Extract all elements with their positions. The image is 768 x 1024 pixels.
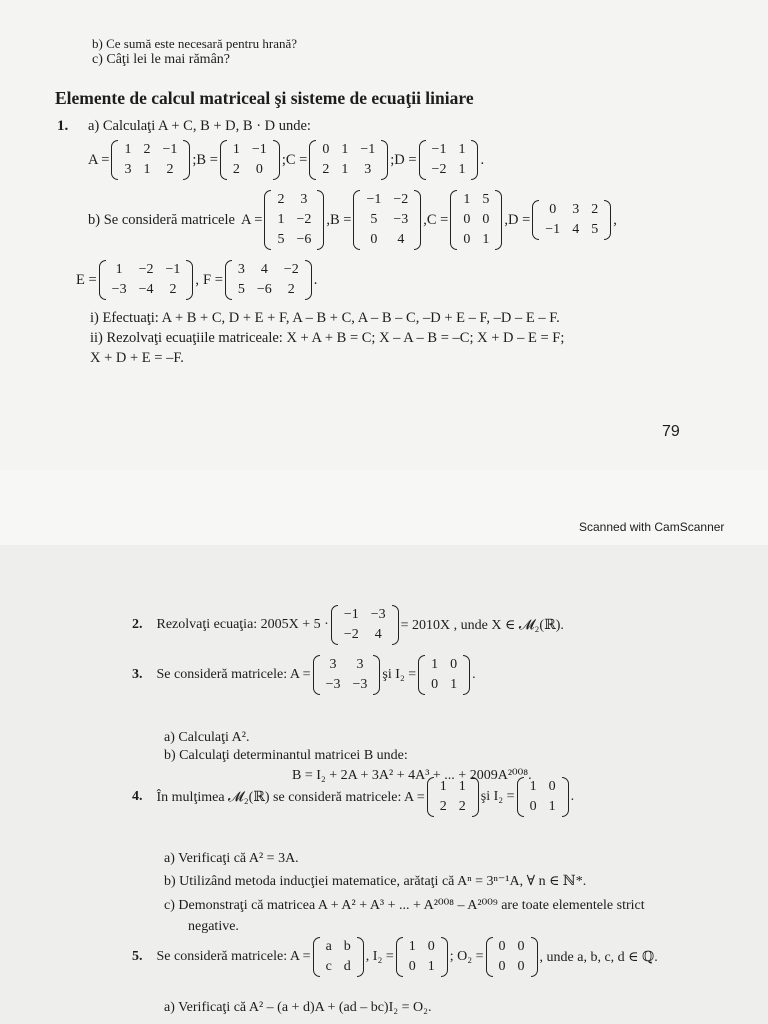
matrix-cell: 0 — [431, 677, 439, 692]
separator: , — [195, 271, 200, 288]
matrix-row — [338, 605, 392, 625]
exercise-4-matrix-I — [517, 777, 569, 817]
matrix-cell: c — [325, 959, 332, 974]
matrix-cell: 0 — [322, 142, 330, 157]
matrix-cell: 0 — [255, 162, 263, 177]
matrix-cell: 0 — [408, 959, 416, 974]
matrix-cell: 2 — [458, 799, 466, 814]
exercise-2-rhs: = 2010X , unde X ∈ 𝓜₂(ℝ). — [400, 617, 564, 633]
question-b: b) Ce sumă este necesară pentru hrană? — [92, 36, 298, 51]
matrix-cell: 0 — [370, 232, 378, 247]
matrix-cell: 0 — [463, 212, 471, 227]
matrix-cell: 1 — [458, 779, 466, 794]
exercise-2-text: Rezolvaţi ecuaţia: 2005X + 5 · — [156, 617, 329, 632]
label-B: B = — [196, 151, 218, 168]
label-A: A = — [88, 151, 110, 168]
matrix-cell: −1 — [251, 142, 267, 157]
exercise-5-text: Se consideră matricele: A = — [156, 949, 311, 964]
matrix-row — [524, 797, 562, 817]
matrix-E — [99, 260, 194, 300]
matrix-row — [403, 957, 441, 977]
matrix-cell: 3 — [364, 162, 372, 177]
exercise-1a-text: a) Calculaţi A + C, B + D, B · D unde: — [88, 118, 311, 134]
matrix-B-a — [220, 140, 280, 180]
matrix-C-a — [309, 140, 388, 180]
matrix-cell: 1 — [143, 162, 151, 177]
exercise-1b-i: i) Efectuaţi: A + B + C, D + E + F, A – B + C, A – B – C, –D + E – F, –D – E – F. — [90, 310, 560, 326]
matrix-row — [403, 937, 441, 957]
matrix-row — [425, 655, 463, 675]
matrix-cell: 0 — [498, 939, 506, 954]
matrix-cell: −4 — [138, 282, 154, 297]
matrix-cell: a — [325, 939, 332, 954]
matrix-cell: 2 — [232, 162, 240, 177]
matrix-row — [106, 280, 187, 300]
matrix-cell: 3 — [356, 657, 364, 672]
matrix-cell: 1 — [482, 232, 490, 247]
matrix-cell: 5 — [277, 232, 285, 247]
separator: , — [504, 211, 508, 228]
label-F: F = — [203, 271, 223, 288]
matrix-row — [271, 210, 317, 230]
matrix-B-b — [353, 190, 421, 250]
matrix-cell: 0 — [482, 212, 490, 227]
matrix-row — [106, 260, 187, 280]
matrix-cell: −3 — [370, 607, 386, 622]
matrix-cell: d — [343, 959, 351, 974]
matrix-cell: 4 — [260, 262, 268, 277]
exercise-5-number: 5. — [132, 949, 143, 964]
matrix-cell: 0 — [517, 959, 525, 974]
matrix-cell: −1 — [360, 142, 376, 157]
matrix-cell: −2 — [296, 212, 312, 227]
separator: ; — [390, 151, 395, 168]
matrix-A-a — [111, 140, 190, 180]
matrix-cell: 1 — [458, 142, 466, 157]
matrix-cell: 2 — [166, 162, 174, 177]
matrix-row — [493, 937, 531, 957]
exercise-1b-ii-cont: X + D + E = –F. — [90, 350, 184, 366]
matrix-F — [225, 260, 312, 300]
matrix-cell: −6 — [256, 282, 272, 297]
page-80 — [0, 545, 768, 1024]
exercise-1b-text: b) Se consideră matricele — [88, 211, 235, 228]
matrix-cell: −6 — [296, 232, 312, 247]
exercise-4-matrix-A — [427, 777, 479, 817]
exercise-3-and: şi I₂ = — [382, 667, 417, 682]
matrix-cell: 1 — [341, 142, 349, 157]
matrix-row — [316, 160, 381, 180]
label-C: C = — [285, 151, 308, 168]
matrix-cell: 5 — [591, 222, 599, 237]
label-C: C = — [426, 211, 449, 228]
matrix-cell: 2 — [287, 282, 295, 297]
matrix-row — [227, 160, 273, 180]
exercise-4c: c) Demonstraţi că matricea A + A² + A³ + ... + A²⁰⁰⁸ – A²⁰⁰⁹ are toate elementele strict — [164, 898, 645, 913]
matrix-cell: 2 — [143, 142, 151, 157]
matrix-row — [271, 230, 317, 250]
label-E: E = — [76, 271, 97, 288]
exercise-3-text: Se consideră matricele: A = — [156, 667, 311, 682]
matrix-cell: 1 — [431, 657, 439, 672]
matrix-cell: 0 — [517, 939, 525, 954]
exercise-5-O-label: ; O₂ = — [449, 949, 484, 964]
exercise-4c-cont: negative. — [188, 919, 239, 934]
matrix-cell: −1 — [343, 607, 359, 622]
matrix-row — [232, 260, 305, 280]
separator: ; — [281, 151, 286, 168]
matrix-cell: −2 — [431, 162, 447, 177]
end-dot: . — [313, 271, 318, 288]
exercise-3b-formula: B = I₂ + 2A + 3A² + 4A³ + ... + 2009A²⁰⁰⁸. — [292, 768, 532, 783]
end-dot: . — [570, 789, 575, 804]
matrix-cell: −1 — [545, 222, 561, 237]
matrix-cell: 2 — [322, 162, 330, 177]
matrix-row — [271, 190, 317, 210]
matrix-cell: 1 — [232, 142, 240, 157]
matrix-cell: 1 — [124, 142, 132, 157]
matrix-cell: −2 — [283, 262, 299, 277]
matrix-cell: 2 — [169, 282, 177, 297]
matrix-row — [539, 220, 604, 240]
matrix-row — [426, 160, 472, 180]
matrix-row — [118, 140, 183, 160]
exercise-5-matrix-A — [313, 937, 364, 977]
exercise-5a: a) Verificaţi că A² – (a + d)A + (ad – bc)I₂ = O₂. — [164, 1000, 432, 1015]
exercise-3-matrix-I — [418, 655, 470, 695]
matrix-cell: 1 — [450, 677, 458, 692]
matrix-cell: 3 — [300, 192, 308, 207]
exercise-4-number: 4. — [132, 789, 143, 804]
matrix-cell: 4 — [572, 222, 580, 237]
matrix-cell: −1 — [162, 142, 178, 157]
matrix-cell: 1 — [529, 779, 537, 794]
matrix-row — [360, 190, 414, 210]
matrix-row — [360, 210, 414, 230]
separator: ; — [192, 151, 197, 168]
matrix-cell: −3 — [111, 282, 127, 297]
matrix-C-b — [450, 190, 502, 250]
exercise-3-matrix-A — [313, 655, 381, 695]
matrix-cell: 3 — [237, 262, 245, 277]
matrix-cell: 0 — [498, 959, 506, 974]
matrix-row — [434, 797, 472, 817]
matrix-row — [524, 777, 562, 797]
matrix-cell: −2 — [393, 192, 409, 207]
exercise-4b: b) Utilizând metoda inducţiei matematice, arătaţi că Aⁿ = 3ⁿ⁻¹A, ∀ n ∈ ℕ*. — [164, 874, 587, 889]
exercise-5-I-label: , I₂ = — [365, 949, 394, 964]
exercise-5-matrix-I — [396, 937, 448, 977]
matrix-cell: 4 — [374, 627, 382, 642]
page-number: 79 — [662, 423, 680, 440]
matrix-cell: 4 — [397, 232, 405, 247]
exercise-3 — [132, 655, 476, 695]
matrix-row — [320, 675, 374, 695]
matrix-cell: 1 — [463, 192, 471, 207]
end-dot: . — [480, 151, 485, 168]
page-79 — [0, 0, 768, 470]
matrix-row — [320, 957, 357, 977]
matrices-b-row-2 — [76, 260, 317, 300]
matrix-row — [227, 140, 273, 160]
matrix-cell: 2 — [277, 192, 285, 207]
matrix-cell: 0 — [529, 799, 537, 814]
matrix-cell: b — [343, 939, 351, 954]
matrix-row — [425, 675, 463, 695]
exercise-4-and: şi I₂ = — [480, 789, 515, 804]
matrix-cell: 1 — [458, 162, 466, 177]
matrix-row — [493, 957, 531, 977]
matrix-cell: 3 — [124, 162, 132, 177]
matrix-row — [118, 160, 183, 180]
matrix-cell: −2 — [138, 262, 154, 277]
exercise-3a: a) Calculaţi A². — [164, 730, 250, 745]
matrix-cell: 1 — [427, 959, 435, 974]
matrix-D-b — [532, 200, 611, 240]
label-B: B = — [329, 211, 352, 228]
label-D: D = — [508, 211, 531, 228]
matrix-cell: 1 — [408, 939, 416, 954]
matrix-row — [457, 190, 495, 210]
matrix-cell: −1 — [366, 192, 382, 207]
matrix-row — [426, 140, 472, 160]
label-D: D = — [394, 151, 417, 168]
matrices-b-row-1 — [88, 190, 617, 250]
matrix-cell: 0 — [463, 232, 471, 247]
matrix-row — [232, 280, 305, 300]
matrix-cell: 0 — [548, 779, 556, 794]
matrix-row — [457, 230, 495, 250]
matrix-cell: 1 — [115, 262, 123, 277]
exercise-1b-ii: ii) Rezolvaţi ecuaţiile matriceale: X + A + B = C; X – A – B = –C; X + D – E = F; — [90, 330, 565, 346]
matrix-cell: 1 — [341, 162, 349, 177]
matrix-row — [320, 655, 374, 675]
exercise-3b: b) Calculaţi determinantul matricei B unde: — [164, 748, 408, 763]
matrix-cell: 1 — [548, 799, 556, 814]
scanner-watermark: Scanned with CamScanner — [579, 520, 725, 534]
matrix-cell: −1 — [431, 142, 447, 157]
exercise-2 — [132, 605, 564, 645]
matrix-cell: 5 — [370, 212, 378, 227]
separator: , — [423, 211, 427, 228]
scan-gap — [0, 470, 768, 545]
matrix-D-a — [419, 140, 479, 180]
section-title: Elemente de calcul matriceal şi sisteme de ecuaţii liniare — [55, 88, 474, 108]
label-A: A = — [240, 211, 263, 228]
matrix-cell: 5 — [237, 282, 245, 297]
exercise-1-number: 1. — [57, 118, 69, 134]
exercise-4 — [132, 777, 574, 817]
separator: , — [326, 211, 330, 228]
exercise-2-number: 2. — [132, 617, 143, 632]
matrix-cell: 2 — [439, 799, 447, 814]
exercise-5-matrix-O — [486, 937, 538, 977]
matrix-cell: −3 — [393, 212, 409, 227]
exercise-5 — [132, 937, 658, 977]
matrix-cell: 1 — [439, 779, 447, 794]
matrices-a-row — [88, 140, 484, 180]
matrix-row — [316, 140, 381, 160]
matrix-row — [539, 200, 604, 220]
matrix-cell: −2 — [343, 627, 359, 642]
exercise-5-tail: , unde a, b, c, d ∈ ℚ. — [539, 949, 658, 965]
matrix-cell: 5 — [482, 192, 490, 207]
matrix-row — [338, 625, 392, 645]
matrix-cell: 3 — [329, 657, 337, 672]
exercise-4a: a) Verificaţi că A² = 3A. — [164, 851, 299, 866]
matrix-row — [360, 230, 414, 250]
end-dot: . — [472, 667, 476, 682]
matrix-cell: 2 — [591, 202, 599, 217]
matrix-cell: 1 — [277, 212, 285, 227]
matrix-cell: −1 — [165, 262, 181, 277]
matrix-row — [434, 777, 472, 797]
matrix-row — [457, 210, 495, 230]
question-c: c) Câţi lei le mai rămân? — [92, 52, 230, 67]
matrix-cell: 0 — [450, 657, 458, 672]
matrix-cell: 0 — [549, 202, 557, 217]
matrix-row — [320, 937, 357, 957]
exercise-3-number: 3. — [132, 667, 143, 682]
matrix-cell: −3 — [352, 677, 368, 692]
matrix-cell: 3 — [572, 202, 580, 217]
exercise-4-text: În mulţimea 𝓜₂(ℝ) se consideră matricele: A = — [156, 789, 425, 805]
matrix-A-b — [264, 190, 324, 250]
matrix-cell: 0 — [427, 939, 435, 954]
end-comma: , — [613, 211, 617, 228]
exercise-2-matrix — [331, 605, 399, 645]
matrix-cell: −3 — [325, 677, 341, 692]
